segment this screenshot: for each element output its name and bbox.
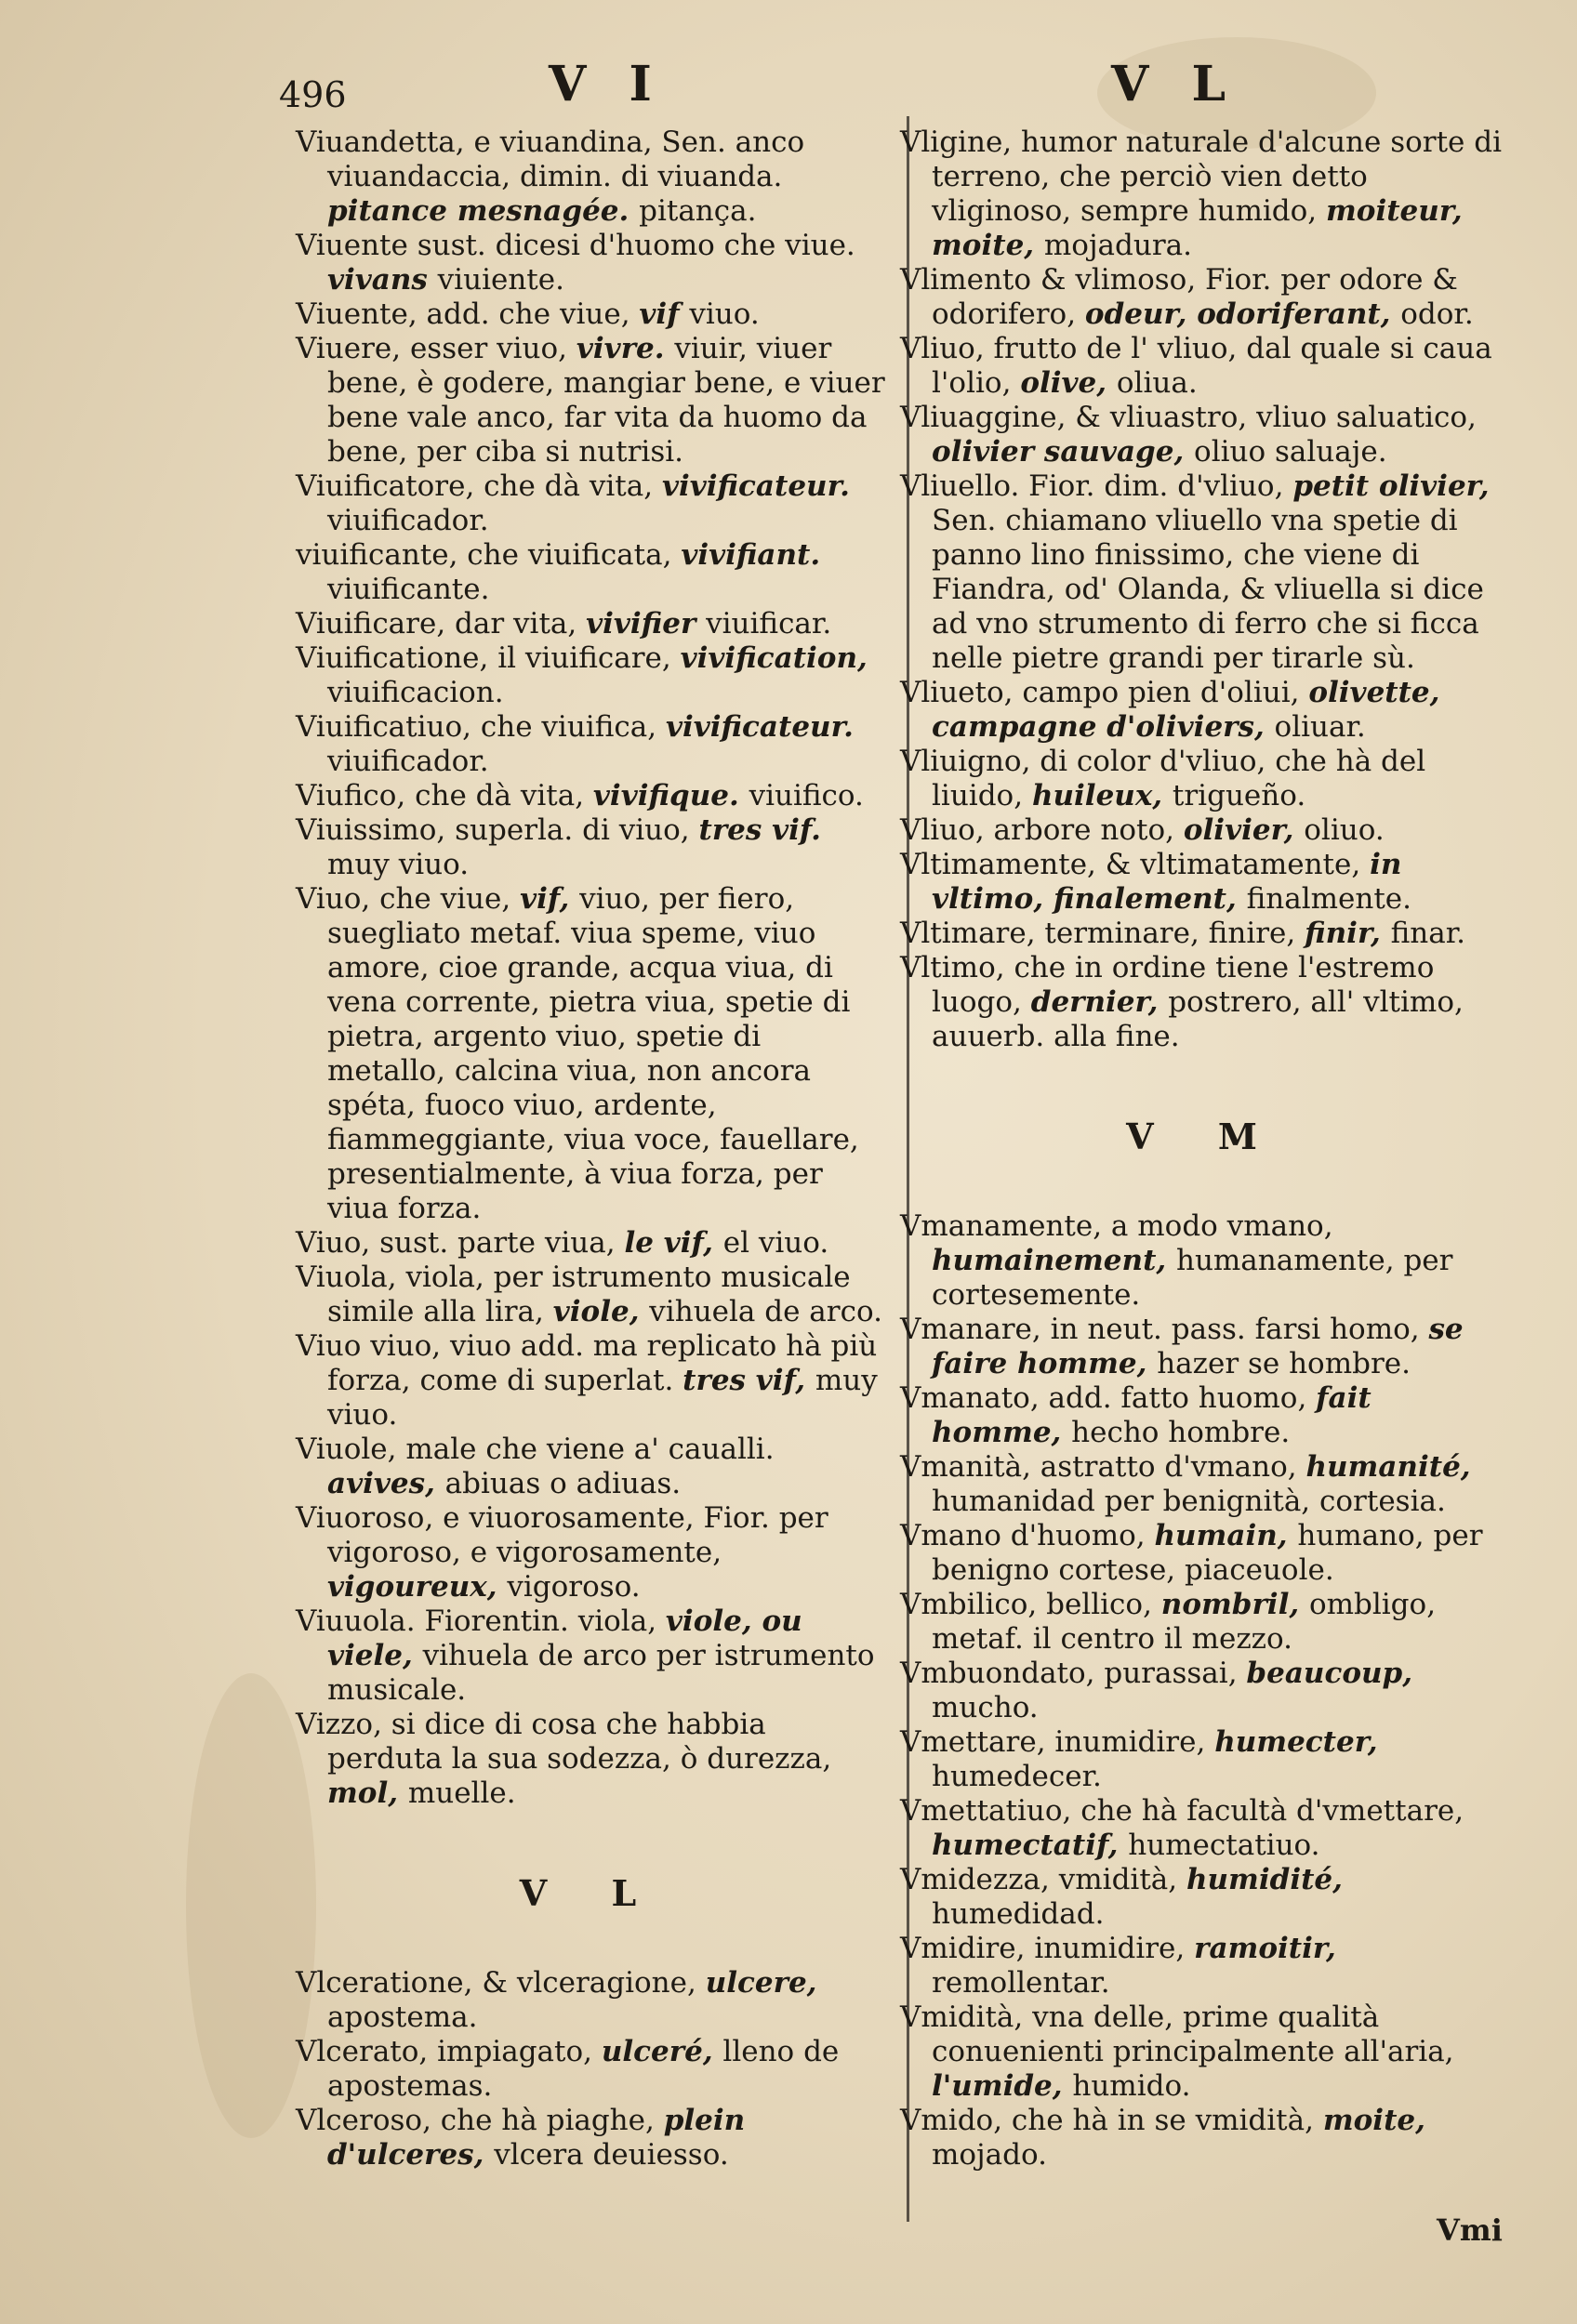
entry-french: vivifiant. [681, 538, 821, 572]
entry-italian: Viuissimo, superla. di viuo, [296, 813, 699, 847]
dictionary-entry [900, 1725, 1509, 1794]
entry-italian: Vmanamente, a modo vmano, [900, 1209, 1333, 1243]
entry-italian: Viuificatiuo, che viuifica, [296, 710, 666, 744]
dictionary-entry [296, 332, 886, 469]
entry-italian: Vmidezza, vmidità, [900, 1863, 1186, 1896]
dictionary-entry [900, 125, 1509, 263]
entry-spanish: postrero, all' vltimo, auuerb. alla fine. [932, 985, 1464, 1053]
entry-italian: Viuere, esser viuo, [296, 332, 576, 365]
entry-french: vivification, [680, 641, 868, 675]
entry-italian: Vmidire, inumidire, [900, 1932, 1195, 1965]
dictionary-entry [900, 1932, 1509, 2000]
entry-italian: Viuola, viola, per istrumento musicale simile alla lira, [296, 1261, 851, 1328]
entry-spanish: vlcera deuiesso. [494, 2138, 729, 2172]
entry-spanish: humedidad. [932, 1897, 1105, 1931]
left-entries-vl [296, 1966, 886, 2172]
entry-italian: Vliueto, campo pien d'oliui, [900, 676, 1309, 709]
entry-spanish: mojadura. [1043, 229, 1193, 262]
dictionary-entry [296, 1261, 886, 1329]
entry-french: finir, [1305, 917, 1391, 950]
entry-french: avives, [327, 1467, 445, 1500]
entry-french: viole, ou viele, [327, 1604, 802, 1672]
entry-french: vivre. [576, 332, 675, 365]
left-column [296, 125, 886, 2172]
dictionary-entry [900, 1863, 1509, 1932]
entry-french: l'umide, [932, 2069, 1073, 2103]
dictionary-entry [900, 2104, 1509, 2172]
entry-spanish: apostema. [327, 2000, 478, 2034]
entry-italian: Viufico, che dà vita, [296, 779, 593, 812]
entry-italian: Viuificare, dar vita, [296, 607, 587, 640]
entry-italian: Viuole, male che viene a' caualli. [296, 1433, 775, 1466]
entry-italian: Viuo, che viue, [296, 882, 521, 916]
entry-spanish: viuifico. [749, 779, 864, 812]
dictionary-entry [900, 1794, 1509, 1863]
entry-spanish: viuo, per fiero, suegliato metaf. viua speme, viuo amore, cioe grande, acqua viua, di vena corrente, pietra viua, spetie di pietra, argento viuo, spetie di metallo, calcina viua, non ancora spéta, fuoco viuo, ardente, fiammeggiante, viua voce, fauellare, presentialmente, à viua forza, per viua forza. [327, 882, 859, 1225]
entry-italian: viuificante, che viuificata, [296, 538, 682, 572]
dictionary-entry [296, 538, 886, 607]
section-heading-vm: V M [1126, 1116, 1283, 1157]
dictionary-entry [900, 1209, 1509, 1313]
entry-french: odeur, odoriferant, [1084, 297, 1401, 331]
entry-italian: Vlcerato, impiagato, [296, 2035, 602, 2068]
entry-spanish: viuificar. [706, 607, 832, 640]
entry-italian: Vmidità, vna delle, prime qualità conuenienti principalmente all'aria, [900, 2000, 1454, 2068]
entry-french: olivier sauvage, [932, 435, 1195, 469]
dictionary-entry [900, 469, 1509, 676]
entry-spanish: oliuar. [1274, 710, 1366, 744]
entry-italian: Vliuo, arbore noto, [900, 813, 1184, 847]
entry-italian: Vltimamente, & vltimatamente, [900, 848, 1371, 881]
entry-italian: Vlimento & vlimoso, Fior. per odore & odorifero, [900, 263, 1458, 331]
entry-spanish: el viuo. [722, 1226, 829, 1260]
dictionary-entry [296, 469, 886, 538]
entry-spanish: viuiente. [437, 263, 564, 297]
entry-italian: Viuoroso, e viuorosamente, Fior. per vigoroso, e vigorosamente, [296, 1501, 828, 1569]
dictionary-entry [900, 951, 1509, 1054]
dictionary-entry [900, 848, 1509, 917]
entry-spanish: vihuela de arco. [649, 1295, 882, 1328]
dictionary-entry [900, 676, 1509, 745]
entry-french: olivier, [1183, 813, 1305, 847]
entry-french: vif, [520, 882, 580, 916]
entry-italian: Vmanato, add. fatto huomo, [900, 1381, 1317, 1415]
entry-italian: Viuente, add. che viue, [296, 297, 640, 331]
entry-spanish: finar. [1390, 917, 1466, 950]
entry-spanish: humido. [1072, 2069, 1191, 2103]
entry-french: olivette, campagne d'oliviers, [932, 676, 1440, 744]
entry-spanish: muelle. [407, 1776, 516, 1810]
entry-french: humainement, [932, 1244, 1176, 1277]
catchword: Vmi [1437, 2212, 1503, 2248]
entry-italian: Vmettare, inumidire, [900, 1725, 1215, 1759]
entry-spanish: viuificante. [327, 573, 490, 606]
entry-italian: Viuificatione, il viuificare, [296, 641, 681, 675]
entry-italian: Vmbuondato, purassai, [900, 1657, 1247, 1690]
entry-italian: Vliuigno, di color d'vliuo, che hà del liuido, [900, 745, 1426, 812]
entry-french: ramoitir, [1194, 1932, 1336, 1965]
dictionary-entry [900, 917, 1509, 951]
entry-french: beaucoup, [1246, 1657, 1413, 1690]
entry-italian: Vliuello. Fior. dim. d'vliuo, [900, 469, 1293, 503]
entry-spanish: muy viuo. [327, 848, 470, 881]
entry-spanish: humedecer. [932, 1760, 1102, 1793]
entry-italian: Vmanare, in neut. pass. farsi homo, [900, 1313, 1429, 1346]
entry-spanish: humanamente, per cortesemente. [932, 1244, 1453, 1312]
entry-french: vif [639, 297, 690, 331]
entry-french: pitance mesnagée. [327, 194, 640, 228]
entry-spanish: humectatiuo. [1128, 1829, 1320, 1862]
entry-french: fait homme, [932, 1381, 1372, 1449]
entry-italian: Vliuo, frutto de l' vliuo, dal quale si caua l'olio, [900, 332, 1492, 400]
dictionary-entry [296, 1966, 886, 2035]
entry-french: petit olivier, [1292, 469, 1490, 503]
entry-french: in vltimo, finalement, [932, 848, 1402, 916]
dictionary-entry [900, 2000, 1509, 2104]
dictionary-entry [296, 1604, 886, 1708]
entry-spanish: mojado. [932, 2138, 1047, 2172]
right-entries-vm [900, 1209, 1509, 2172]
dictionary-entry [296, 607, 886, 641]
entry-spanish: humano, per benigno cortese, piaceuole. [932, 1519, 1483, 1587]
entry-spanish: viuo. [689, 297, 760, 331]
entry-italian: Vlceratione, & vlceragione, [296, 1966, 706, 2000]
entry-spanish: odor. [1400, 297, 1474, 331]
dictionary-entry [900, 1519, 1509, 1588]
entry-french: vivificateur. [661, 469, 850, 503]
running-head-right: V L [1111, 56, 1239, 112]
entry-french: humecter, [1214, 1725, 1378, 1759]
dictionary-entry [296, 641, 886, 710]
running-head-left: V I [549, 56, 665, 112]
entry-french: ulceré, [601, 2035, 723, 2068]
dictionary-entry [900, 813, 1509, 848]
entry-italian: Vmbilico, bellico, [900, 1588, 1161, 1621]
entry-french: vivificateur. [665, 710, 854, 744]
entry-spanish: viuir, viuer bene, è godere, mangiar bene, e viuer bene vale anco, far vita da huomo da bene, per ciba si nutrisi. [327, 332, 885, 469]
entry-spanish: humanidad per benignità, cortesia. [932, 1485, 1446, 1518]
dictionary-entry [296, 297, 886, 332]
entry-french: vivifique. [592, 779, 749, 812]
dictionary-entry [296, 2035, 886, 2104]
entry-italian: Viuuola. Fiorentin. viola, [296, 1604, 666, 1638]
entry-french: plein d'ulceres, [327, 2104, 746, 2172]
entry-spanish: abiuas o adiuas. [444, 1467, 682, 1500]
entry-french: moiteur, moite, [932, 194, 1463, 262]
entry-spanish: muy viuo. [327, 1364, 878, 1432]
dictionary-entry [296, 2104, 886, 2172]
entry-french: humain, [1154, 1519, 1298, 1552]
entry-french: humidité, [1186, 1863, 1343, 1896]
dictionary-entry [296, 1433, 886, 1501]
entry-french: vigoureux, [327, 1570, 508, 1604]
dictionary-entry [296, 1329, 886, 1433]
dictionary-entry [296, 882, 886, 1226]
entry-italian: Viuandetta, e viuandina, Sen. anco viuandaccia, dimin. di viuanda. [296, 125, 805, 193]
entry-french: vivans [327, 263, 438, 297]
entry-italian: Vlceroso, che hà piaghe, [296, 2104, 664, 2137]
entry-french: mol, [327, 1776, 408, 1810]
entry-french: moite, [1322, 2104, 1425, 2137]
dictionary-entry [900, 263, 1509, 332]
entry-italian: Vizzo, si dice di cosa che habbia perduta la sua sodezza, ò durezza, [296, 1708, 832, 1776]
entry-spanish: hecho hombre. [1071, 1416, 1291, 1449]
dictionary-entry [296, 1226, 886, 1261]
entry-french: tres vif, [682, 1364, 815, 1397]
entry-italian: Viuo viuo, viuo add. ma replicato hà più forza, come di superlat. [296, 1329, 878, 1397]
section-heading-vl: V L [519, 1872, 663, 1914]
dictionary-entry [296, 229, 886, 297]
entry-italian: Viuificatore, che dà vita, [296, 469, 662, 503]
entry-spanish: oliua. [1116, 366, 1198, 400]
entry-italian: Vltimo, che in ordine tiene l'estremo luogo, [900, 951, 1435, 1019]
entry-italian: Vmanità, astratto d'vmano, [900, 1450, 1306, 1484]
entry-french: olive, [1020, 366, 1117, 400]
dictionary-entry [296, 1708, 886, 1811]
entry-spanish: oliuo. [1304, 813, 1385, 847]
entry-spanish: ombligo, metaf. il centro il mezzo. [932, 1588, 1437, 1656]
entry-italian: Vmido, che hà in se vmidità, [900, 2104, 1323, 2137]
entry-french: humanité, [1305, 1450, 1471, 1484]
entry-spanish: viuificador. [327, 745, 489, 778]
entry-french: le vif, [624, 1226, 723, 1260]
entry-spanish: remollentar. [932, 1966, 1110, 2000]
dictionary-entry [296, 813, 886, 882]
entry-french: se faire homme, [932, 1313, 1464, 1380]
entry-spanish: pitança. [639, 194, 757, 228]
entry-italian: Vmettatiuo, che hà facultà d'vmettare, [900, 1794, 1464, 1828]
entry-spanish: oliuo saluaje. [1194, 435, 1387, 469]
entry-italian: Vltimare, terminare, finire, [900, 917, 1305, 950]
page-number: 496 [279, 74, 347, 115]
dictionary-entry [296, 779, 886, 813]
entry-french: viole, [552, 1295, 650, 1328]
dictionary-entry [900, 1313, 1509, 1381]
entry-italian: Viuo, sust. parte viua, [296, 1226, 625, 1260]
dictionary-entry [900, 401, 1509, 469]
entry-italian: Vmano d'huomo, [900, 1519, 1155, 1552]
entry-italian: Vligine, humor naturale d'alcune sorte di terreno, che perciò vien detto vliginoso, sempre humido, [900, 125, 1503, 228]
entry-french: huileux, [1031, 779, 1173, 812]
entry-french: nombril, [1160, 1588, 1309, 1621]
entry-spanish: hazer se hombre. [1157, 1347, 1411, 1380]
entry-spanish: viuificador. [327, 504, 489, 537]
entry-italian: Vliuaggine, & vliuastro, vliuo saluatico, [900, 401, 1477, 434]
entry-french: vivifier [586, 607, 707, 640]
dictionary-entry [900, 745, 1509, 813]
entry-italian: Viuente sust. dicesi d'huomo che viue. [296, 229, 855, 262]
entry-spanish: viuificacion. [327, 676, 504, 709]
entry-french: ulcere, [705, 1966, 817, 2000]
right-column [900, 125, 1509, 2172]
entry-french: dernier, [1030, 985, 1169, 1019]
dictionary-entry [296, 710, 886, 779]
entry-french: humectatif, [932, 1829, 1129, 1862]
dictionary-entry [900, 1381, 1509, 1450]
right-entries [900, 125, 1509, 1054]
entry-spanish: vigoroso. [507, 1570, 641, 1604]
dictionary-entry [900, 1450, 1509, 1519]
left-entries [296, 125, 886, 1811]
dictionary-entry [900, 1588, 1509, 1657]
dictionary-entry [296, 1501, 886, 1604]
entry-spanish: lleno de apostemas. [327, 2035, 840, 2103]
dictionary-entry [900, 332, 1509, 401]
entry-spanish: vihuela de arco per istrumento musicale. [327, 1639, 875, 1707]
dictionary-entry [900, 1657, 1509, 1725]
entry-spanish: Sen. chiamano vliuello vna spetie di panno lino finissimo, che viene di Fiandra, od' Olanda, & vliuella si dice ad vno strumento di ferro che si ficca nelle pietre grandi per tirarle sù. [932, 504, 1484, 675]
entry-spanish: trigueño. [1172, 779, 1306, 812]
entry-spanish: mucho. [932, 1691, 1039, 1724]
entry-french: tres vif. [698, 813, 821, 847]
dictionary-entry [296, 125, 886, 229]
entry-spanish: finalmente. [1246, 882, 1411, 916]
